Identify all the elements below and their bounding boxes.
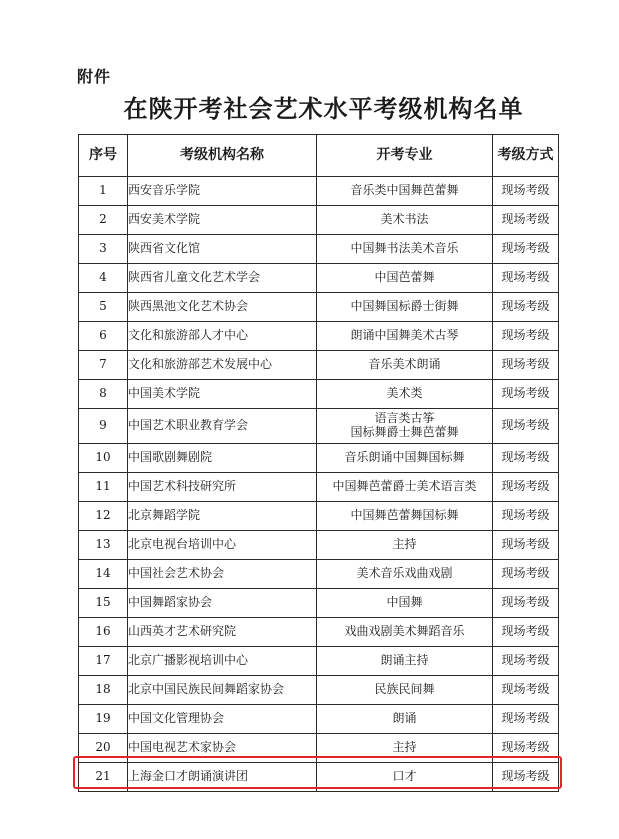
table-row [79,380,559,409]
institution-name: 北京中国民族民间舞蹈家协会 [128,676,317,705]
exam-majors [317,531,493,560]
exam-mode: 现场考级 [493,734,559,763]
major-line: 美术书法 [380,212,429,227]
header-number: 序号 [79,135,128,177]
row-number: 12 [79,502,128,531]
major-line: 语言类古筝 [374,411,435,426]
row-number: 14 [79,560,128,589]
institution-name: 上海金口才朗诵演讲团 [128,763,317,792]
institution-name: 陕西省文化馆 [128,235,317,264]
institution-name: 文化和旅游部艺术发展中心 [128,351,317,380]
exam-mode: 现场考级 [493,206,559,235]
major-line: 戏曲戏剧美术舞蹈音乐 [344,624,465,639]
table-row [79,531,559,560]
exam-mode: 现场考级 [493,351,559,380]
header-majors: 开考专业 [317,135,493,177]
exam-majors [317,264,493,293]
exam-majors [317,351,493,380]
exam-mode: 现场考级 [493,380,559,409]
institution-name: 北京舞蹈学院 [128,502,317,531]
exam-majors [317,380,493,409]
institution-name: 陕西黑池文化艺术协会 [128,293,317,322]
exam-majors [317,647,493,676]
exam-majors [317,502,493,531]
major-line: 主持 [392,537,417,552]
row-number: 6 [79,322,128,351]
exam-mode: 现场考级 [493,473,559,502]
table-row [79,293,559,322]
table-row [79,560,559,589]
table-row [79,444,559,473]
exam-mode: 现场考级 [493,177,559,206]
exam-mode: 现场考级 [493,444,559,473]
major-line: 主持 [392,740,417,755]
row-number: 8 [79,380,128,409]
exam-majors [317,705,493,734]
major-line: 中国芭蕾舞 [374,270,435,285]
table-row [79,235,559,264]
row-number: 17 [79,647,128,676]
institution-name: 中国文化管理协会 [128,705,317,734]
header-institution: 考级机构名称 [128,135,317,177]
institution-name: 文化和旅游部人才中心 [128,322,317,351]
major-line: 音乐类中国舞芭蕾舞 [350,183,459,198]
major-line: 音乐美术朗诵 [368,357,441,372]
exam-majors [317,618,493,647]
institution-name: 西安美术学院 [128,206,317,235]
exam-majors [317,676,493,705]
row-number: 3 [79,235,128,264]
row-number: 11 [79,473,128,502]
table-row [79,322,559,351]
table-row [79,502,559,531]
major-line: 朗诵 [392,711,417,726]
row-number: 7 [79,351,128,380]
institution-name: 中国艺术科技研究所 [128,473,317,502]
institution-name: 中国电视艺术家协会 [128,734,317,763]
exam-majors [317,409,493,444]
row-number: 13 [79,531,128,560]
row-number: 18 [79,676,128,705]
exam-majors [317,473,493,502]
exam-mode: 现场考级 [493,647,559,676]
exam-majors [317,589,493,618]
row-number: 15 [79,589,128,618]
exam-mode: 现场考级 [493,235,559,264]
exam-mode: 现场考级 [493,589,559,618]
major-line: 中国舞 [386,595,423,610]
table-row [79,589,559,618]
exam-majors [317,444,493,473]
attachment-label: 附件 [77,67,112,86]
exam-mode: 现场考级 [493,560,559,589]
exam-majors [317,177,493,206]
exam-mode: 现场考级 [493,705,559,734]
table-row [79,264,559,293]
exam-majors [317,293,493,322]
major-line: 朗诵中国舞美术古琴 [350,328,459,343]
institution-name: 中国歌剧舞剧院 [128,444,317,473]
major-line: 朗诵主持 [380,653,429,668]
table-row [79,177,559,206]
exam-majors [317,763,493,792]
row-number: 4 [79,264,128,293]
table-header-row [79,135,559,177]
row-number: 2 [79,206,128,235]
institution-name: 西安音乐学院 [128,177,317,206]
major-line: 民族民间舞 [374,682,435,697]
exam-mode: 现场考级 [493,763,559,792]
row-number: 21 [79,763,128,792]
institution-name: 陕西省儿童文化艺术学会 [128,264,317,293]
major-line: 中国舞芭蕾爵士美术语言类 [332,479,477,494]
exam-mode: 现场考级 [493,264,559,293]
row-number: 10 [79,444,128,473]
row-number: 20 [79,734,128,763]
major-line: 美术音乐戏曲戏剧 [356,566,453,581]
exam-mode: 现场考级 [493,676,559,705]
institution-name: 中国舞蹈家协会 [128,589,317,618]
table-row [79,647,559,676]
institution-name: 中国美术学院 [128,380,317,409]
institution-name: 中国艺术职业教育学会 [128,409,317,444]
table-row [79,618,559,647]
major-line: 国标舞爵士舞芭蕾舞 [350,425,459,439]
major-line: 中国舞芭蕾舞国标舞 [350,508,459,523]
major-line: 美术类 [386,386,423,401]
exam-mode: 现场考级 [493,409,559,444]
table-row [79,763,559,792]
header-exam-mode: 考级方式 [493,135,559,177]
table-body [79,177,559,792]
major-line: 中国舞国标爵士街舞 [350,299,459,314]
exam-majors [317,235,493,264]
exam-mode: 现场考级 [493,531,559,560]
table-row [79,473,559,502]
row-number: 9 [79,409,128,444]
document-title: 在陕开考社会艺术水平考级机构名单 [123,94,524,123]
exam-mode: 现场考级 [493,322,559,351]
row-number: 19 [79,705,128,734]
institution-name: 山西英才艺术研究院 [128,618,317,647]
institution-name: 北京广播影视培训中心 [128,647,317,676]
major-line: 音乐朗诵中国舞国标舞 [344,450,465,465]
table-row [79,409,559,444]
row-number: 1 [79,177,128,206]
major-line: 口才 [392,769,417,784]
table-row [79,351,559,380]
exam-mode: 现场考级 [493,618,559,647]
exam-majors [317,734,493,763]
major-line: 中国舞书法美术音乐 [350,241,459,256]
table-row [79,705,559,734]
exam-mode: 现场考级 [493,502,559,531]
table-row [79,676,559,705]
exam-majors [317,322,493,351]
institution-name: 北京电视台培训中心 [128,531,317,560]
table-row [79,734,559,763]
exam-mode: 现场考级 [493,293,559,322]
row-number: 5 [79,293,128,322]
institution-table [78,134,559,792]
institution-name: 中国社会艺术协会 [128,560,317,589]
exam-majors [317,206,493,235]
exam-majors [317,560,493,589]
table-row [79,206,559,235]
row-number: 16 [79,618,128,647]
